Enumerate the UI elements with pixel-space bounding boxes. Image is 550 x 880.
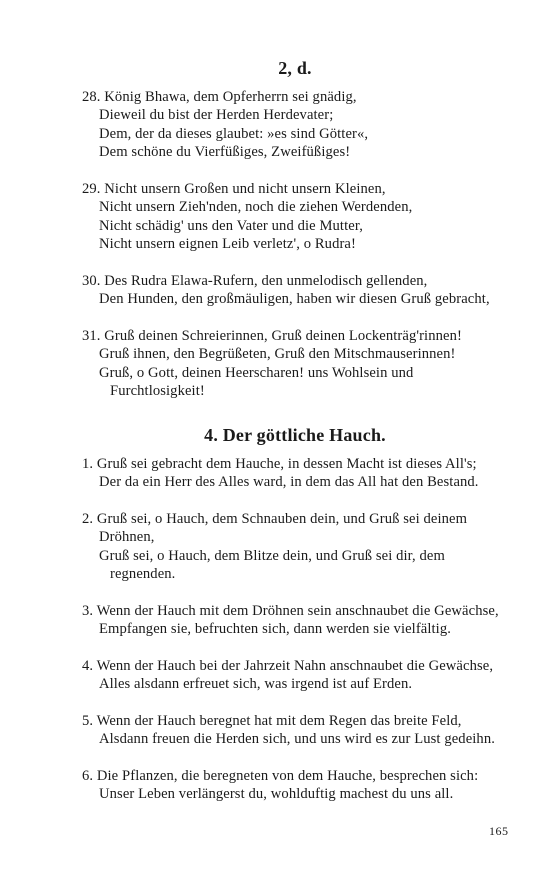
verse-line: Den Hunden, den großmäuligen, haben wir diesen Gruß gebracht, (99, 291, 490, 308)
verse-31 (82, 327, 522, 401)
verse-line: regnenden. (110, 566, 176, 583)
verse-line: Nicht unsern eignen Leib verletz', o Rudra! (99, 236, 356, 253)
verse-3 (82, 602, 522, 639)
verse-line: 31. Gruß deinen Schreierinnen, Gruß deinen Lockenträg'rinnen! (82, 328, 462, 344)
verse-line: Alsdann freuen die Herden sich, und uns wird es zur Lust gedeihn. (99, 731, 495, 748)
verse-line: Dröhnen, (99, 529, 155, 546)
verse-2 (82, 510, 522, 584)
verse-line: 5. Wenn der Hauch beregnet hat mit dem Regen das breite Feld, (82, 713, 462, 729)
verse-line: 1. Gruß sei gebracht dem Hauche, in dessen Macht ist dieses All's; (82, 456, 477, 472)
verse-line: Dem schöne du Vierfüßiges, Zweifüßiges! (99, 144, 351, 161)
verse-5 (82, 712, 522, 749)
verse-line: 28. König Bhawa, dem Opferherrn sei gnädig, (82, 89, 357, 105)
verse-line: Gruß sei, o Hauch, dem Blitze dein, und Gruß sei dir, dem (99, 547, 445, 564)
verse-line: Dieweil du bist der Herden Herdevater; (99, 107, 334, 124)
verse-line: Empfangen sie, befruchten sich, dann werden sie vielfältig. (99, 621, 451, 638)
verse-line: Gruß, o Gott, deinen Heerscharen! uns Wohlsein und (99, 364, 414, 381)
verse-line: 29. Nicht unsern Großen und nicht unsern Kleinen, (82, 181, 386, 197)
verse-line: 6. Die Pflanzen, die beregneten von dem Hauche, besprechen sich: (82, 768, 479, 784)
verse-line: 4. Wenn der Hauch bei der Jahrzeit Nahn anschnaubet die Gewächse, (82, 658, 494, 674)
verse-line: 3. Wenn der Hauch mit dem Dröhnen sein anschnaubet die Gewächse, (82, 603, 499, 619)
verse-6 (82, 767, 522, 804)
verse-line: 2. Gruß sei, o Hauch, dem Schnauben dein, und Gruß sei deinem (82, 511, 468, 527)
verse-29 (82, 180, 522, 254)
verse-28 (82, 88, 522, 162)
verse-line: Gruß ihnen, den Begrüßeten, Gruß den Mitschmauserinnen! (99, 346, 456, 363)
verse-line: Dem, der da dieses glaubet: »es sind Götter«, (99, 125, 369, 142)
verse-line: 30. Des Rudra Elawa-Rufern, den unmelodisch gellenden, (82, 273, 428, 289)
verse-line: Nicht unsern Zieh'nden, noch die ziehen Werdenden, (99, 199, 413, 216)
verse-30 (82, 272, 522, 309)
verse-line: Nicht schädig' uns den Vater und die Mutter, (99, 217, 363, 234)
verse-1 (82, 455, 522, 492)
page-number: 165 (489, 824, 509, 838)
verse-line: Unser Leben verlängerst du, wohlduftig machest du uns all. (99, 786, 454, 803)
verse-4 (82, 657, 522, 694)
verse-line: Der da ein Herr des Alles ward, in dem das All hat den Bestand. (99, 474, 479, 491)
verse-line: Alles alsdann erfreuet sich, was irgend ist auf Erden. (99, 676, 413, 693)
verse-line: Furchtlosigkeit! (110, 383, 205, 400)
section-heading-2d: 2, d. (278, 58, 312, 78)
section-heading-goettliche-hauch: 4. Der göttliche Hauch. (204, 425, 386, 445)
